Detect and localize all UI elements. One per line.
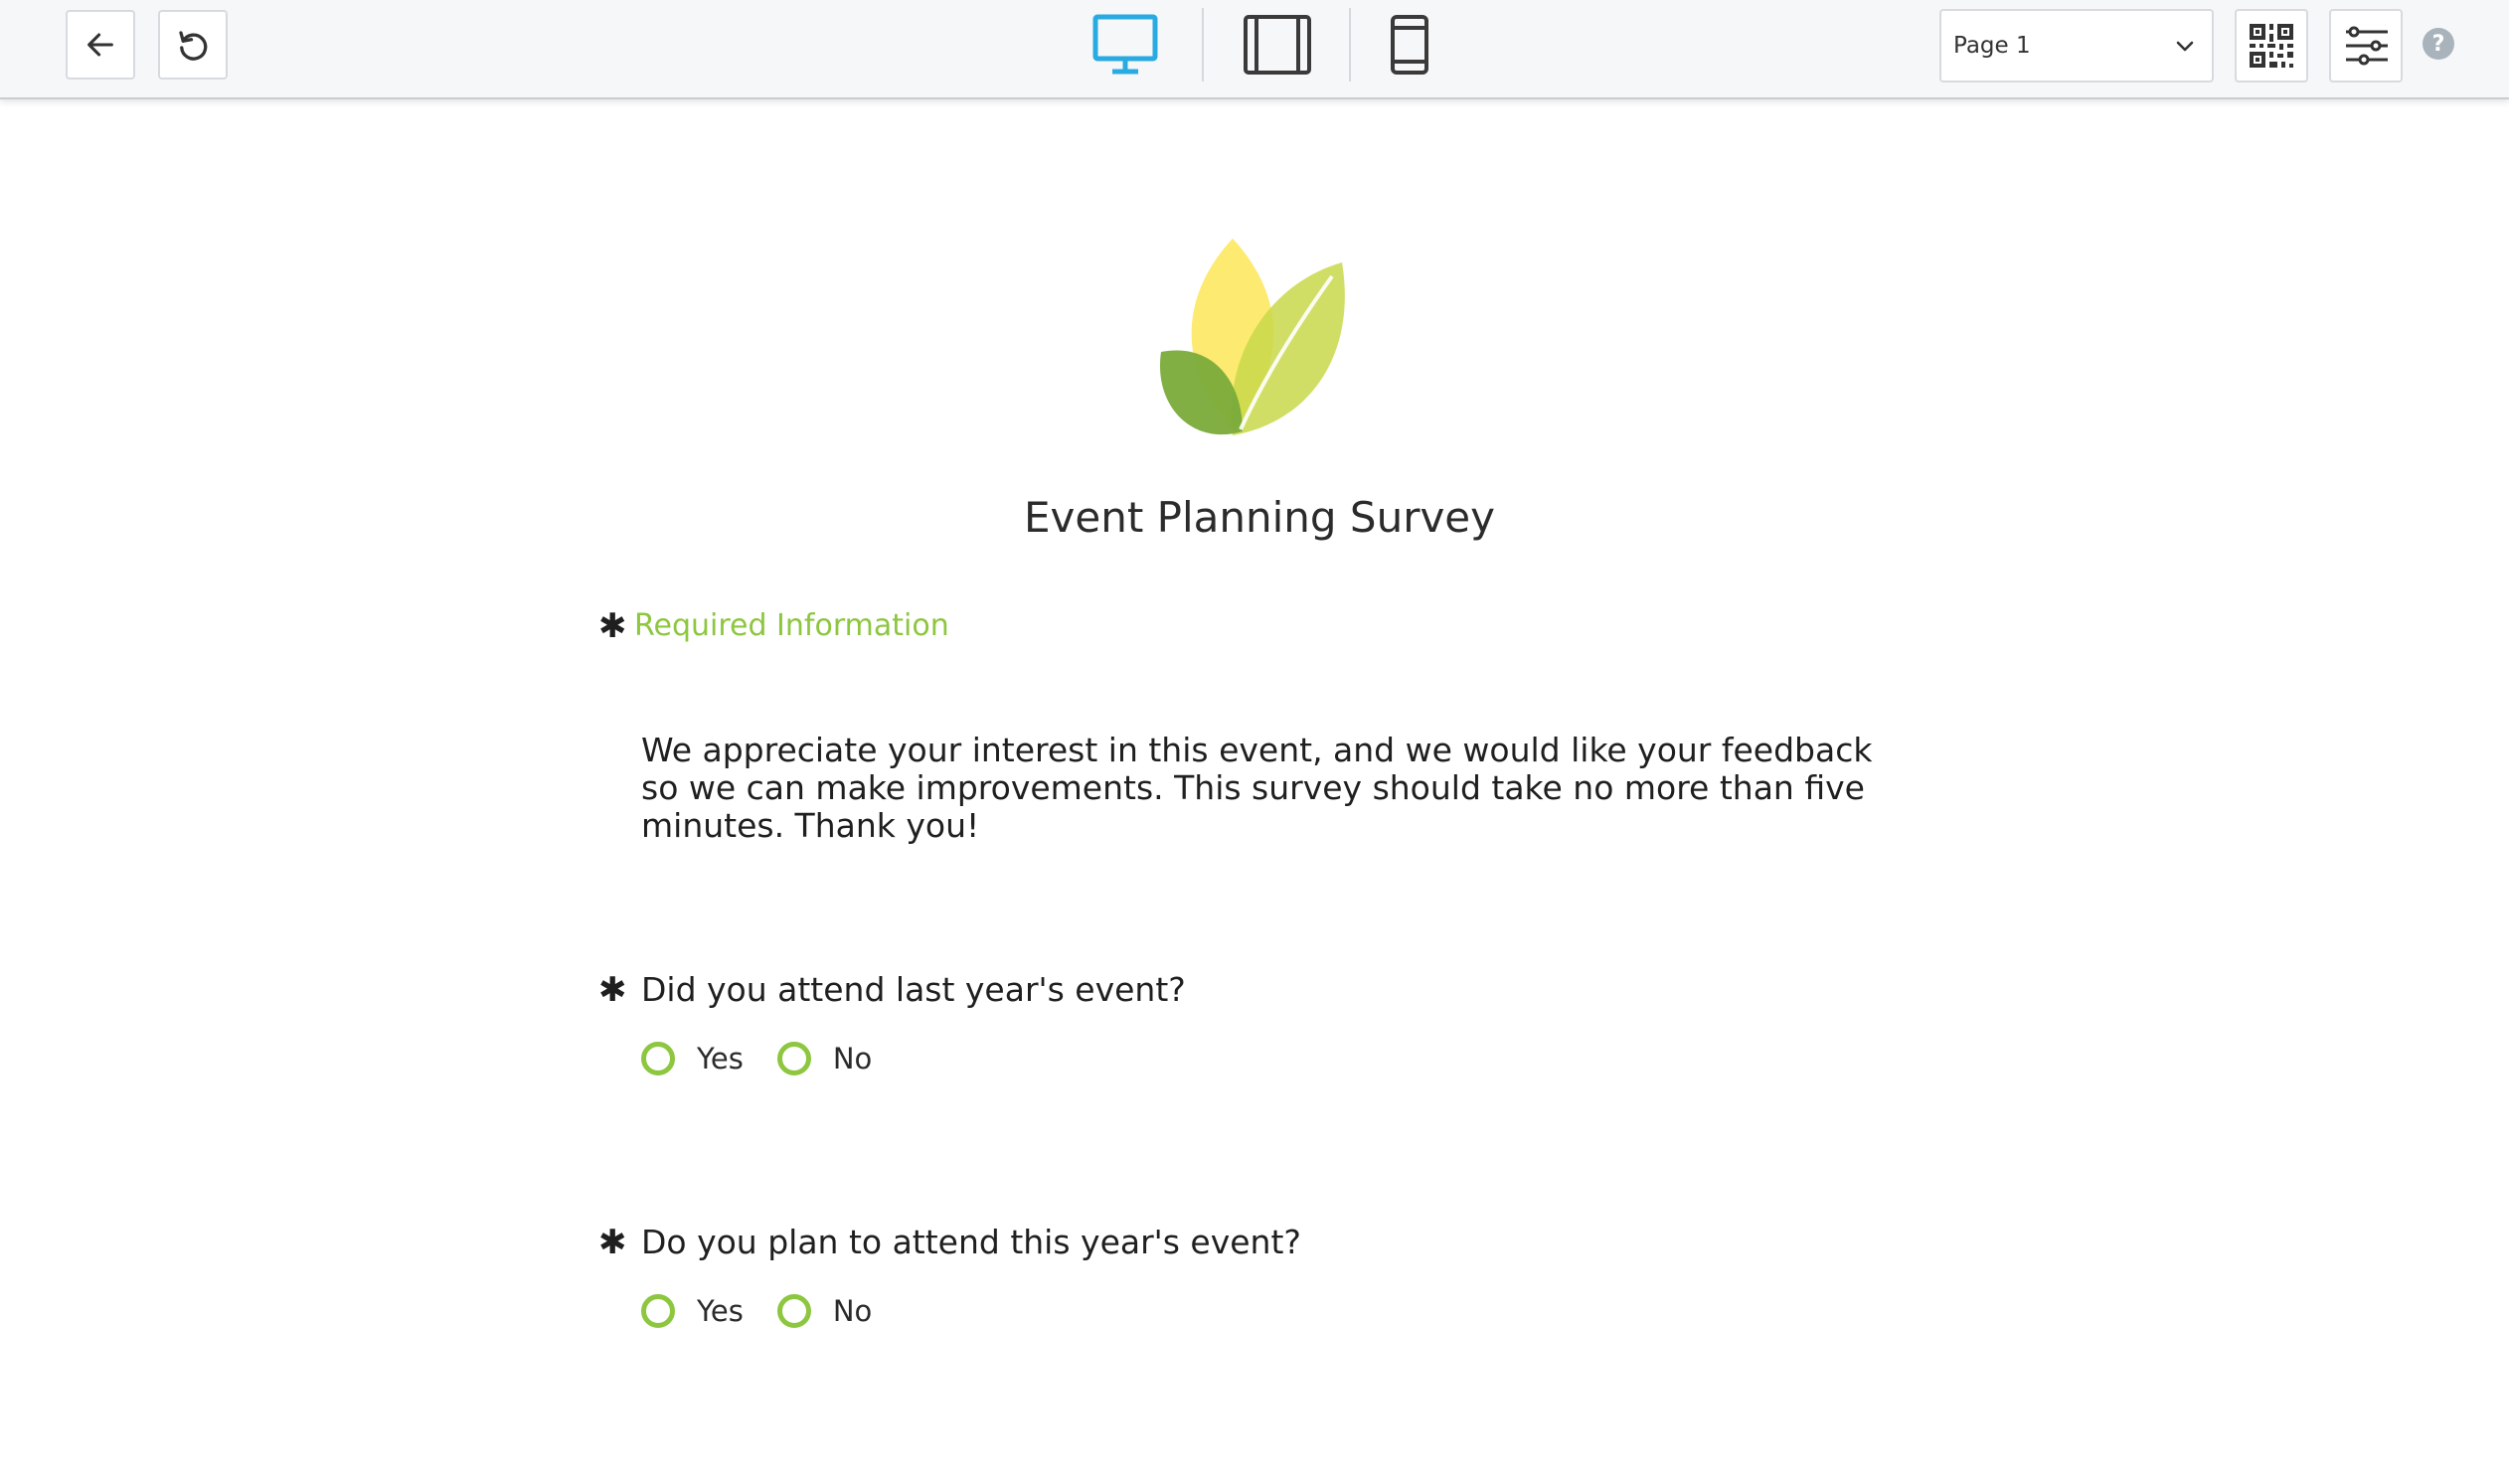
device-mobile-button[interactable] <box>1388 8 1431 82</box>
smartphone-icon <box>1390 14 1429 76</box>
option-label: No <box>832 1294 873 1328</box>
required-asterisk-icon: ✱ <box>598 969 627 1010</box>
radio-button[interactable] <box>641 1294 675 1328</box>
chevron-down-icon <box>2176 41 2194 53</box>
survey-title: Event Planning Survey <box>1023 493 1496 542</box>
question-2 <box>598 1223 1301 1261</box>
device-desktop-button[interactable] <box>1088 8 1162 82</box>
radio-option-no[interactable] <box>777 1042 872 1075</box>
option-label: No <box>832 1042 873 1075</box>
leaf-logo <box>1153 233 1352 439</box>
sliders-icon <box>2344 26 2388 66</box>
radio-option-yes[interactable] <box>641 1042 744 1075</box>
back-button[interactable] <box>66 10 135 80</box>
question-text: Did you attend last year's event? <box>641 970 1186 1009</box>
undo-button[interactable] <box>158 10 228 80</box>
option-label: Yes <box>697 1042 744 1075</box>
settings-button[interactable] <box>2329 9 2403 82</box>
required-info-note <box>598 605 949 646</box>
required-asterisk-icon: ✱ <box>598 605 627 646</box>
option-label: Yes <box>697 1294 744 1328</box>
rotate-ccw-icon <box>175 27 211 63</box>
radio-button[interactable] <box>777 1294 811 1328</box>
radio-option-yes[interactable] <box>641 1294 744 1328</box>
question-text: Do you plan to attend this year's event? <box>641 1223 1301 1261</box>
required-asterisk-icon: ✱ <box>598 1222 627 1262</box>
question-1-options <box>641 1042 906 1075</box>
toolbar-divider <box>1349 8 1351 82</box>
help-icon[interactable]: ? <box>2423 28 2454 60</box>
radio-option-no[interactable] <box>777 1294 872 1328</box>
page-select-value: Page 1 <box>1953 33 2031 59</box>
radio-button[interactable] <box>641 1042 675 1075</box>
monitor-icon <box>1092 14 1158 76</box>
qr-code-button[interactable] <box>2235 9 2308 82</box>
survey-intro-text: We appreciate your interest in this event, and we would like your feedback so we can make improvements. This survey should take no more than five minutes. Thank you! <box>641 731 1873 845</box>
question-2-options <box>641 1294 906 1328</box>
question-1 <box>598 970 1186 1009</box>
editor-toolbar <box>0 0 2509 99</box>
qr-code-icon <box>2250 24 2293 68</box>
required-info-text: Required Information <box>634 608 949 643</box>
toolbar-divider <box>1202 8 1204 82</box>
page-select[interactable] <box>1939 9 2214 82</box>
tablet-landscape-icon <box>1243 14 1312 76</box>
radio-button[interactable] <box>777 1042 811 1075</box>
arrow-left-icon <box>84 28 117 62</box>
device-tablet-button[interactable] <box>1241 8 1314 82</box>
